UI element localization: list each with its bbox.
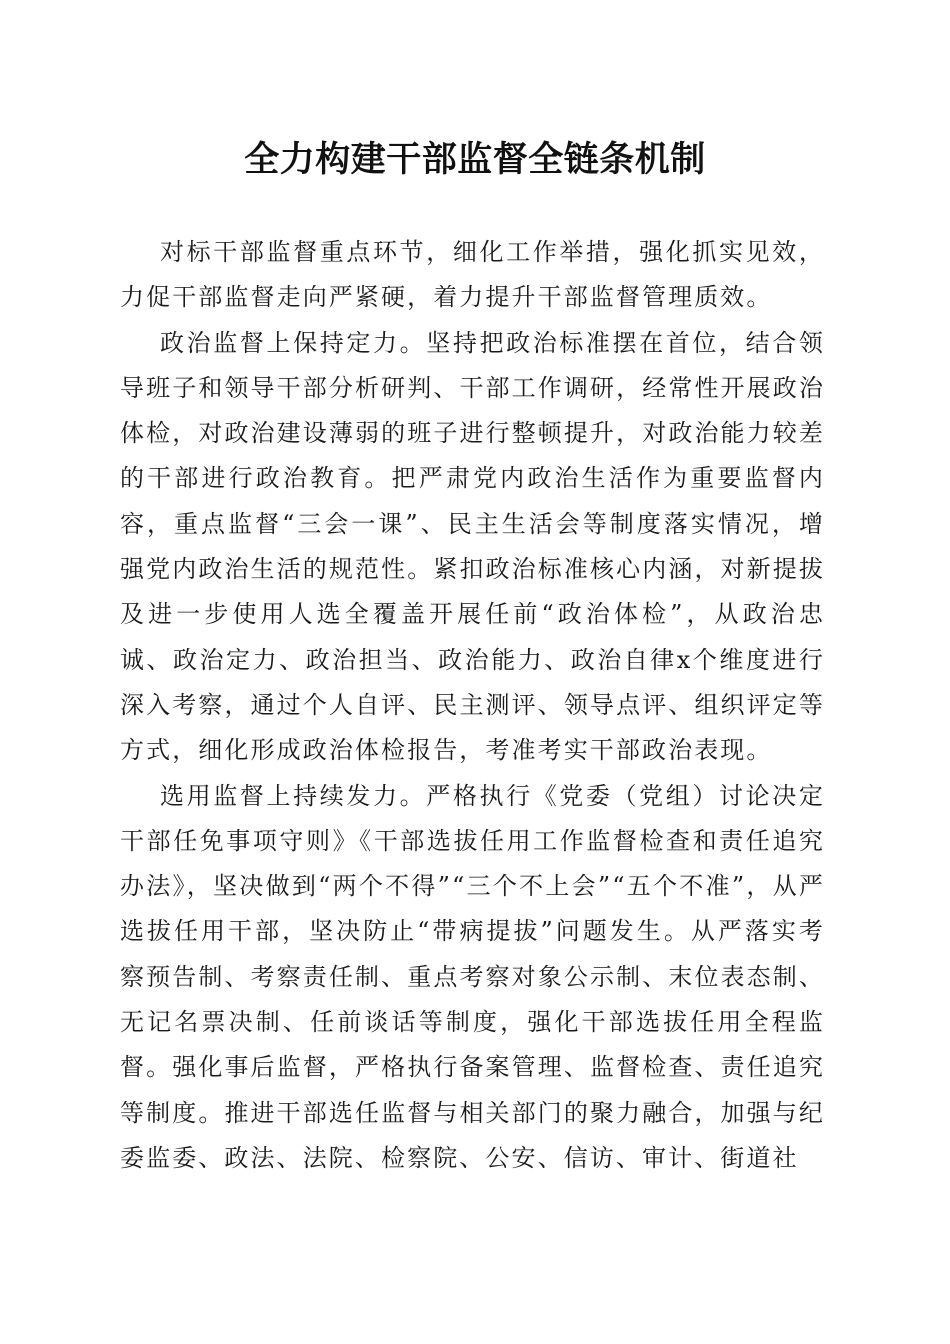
selection-supervision-paragraph: 选用监督上持续发力。严格执行《党委（党组）讨论决定干部任免事项守则》《干部选拔任用工作监督检查和责任追究办法》，坚决做到“两个不得”“三个不上会”“五个不准”，从严选拔任用干部，坚决防止“带病提拔”问题发生。从严落实考察预告制、考察责任制、重点考察对象公示制、末位表态制、无记名票决制、任前谈话等制度，强化干部选拔任用全程监督。强化事后监督，严格执行备案管理、监督检查、责任追究等制度。推进干部选任监督与相关部门的聚力融合，加强与纪委监委、政法、法院、检察院、公安、信访、审计、街道社	[120, 781, 825, 1172]
intro-paragraph: 对标干部监督重点环节，细化工作举措，强化抓实见效，力促干部监督走向严紧硬，着力提升干部监督管理质效。	[120, 238, 825, 312]
political-supervision-paragraph: 政治监督上保持定力。坚持把政治标准摆在首位，结合领导班子和领导干部分析研判、干部工作调研，经常性开展政治体检，对政治建设薄弱的班子进行整顿提升，对政治能力较差的干部进行政治教育。把严肃党内政治生活作为重要监督内容，重点监督“三会一课”、民主生活会等制度落实情况，增强党内政治生活的规范性。紧扣政治标准核心内涵，对新提拔及进一步使用人选全覆盖开展任前“政治体检”，从政治忠诚、政治定力、政治担当、政治能力、政治自律x个维度进行深入考察，通过个人自评、民主测评、领导点评、组织评定等方式，细化形成政治体检报告，考准考实干部政治表现。	[120, 328, 825, 765]
document-title: 全力构建干部监督全链条机制	[244, 139, 706, 180]
document-body	[120, 230, 825, 1181]
